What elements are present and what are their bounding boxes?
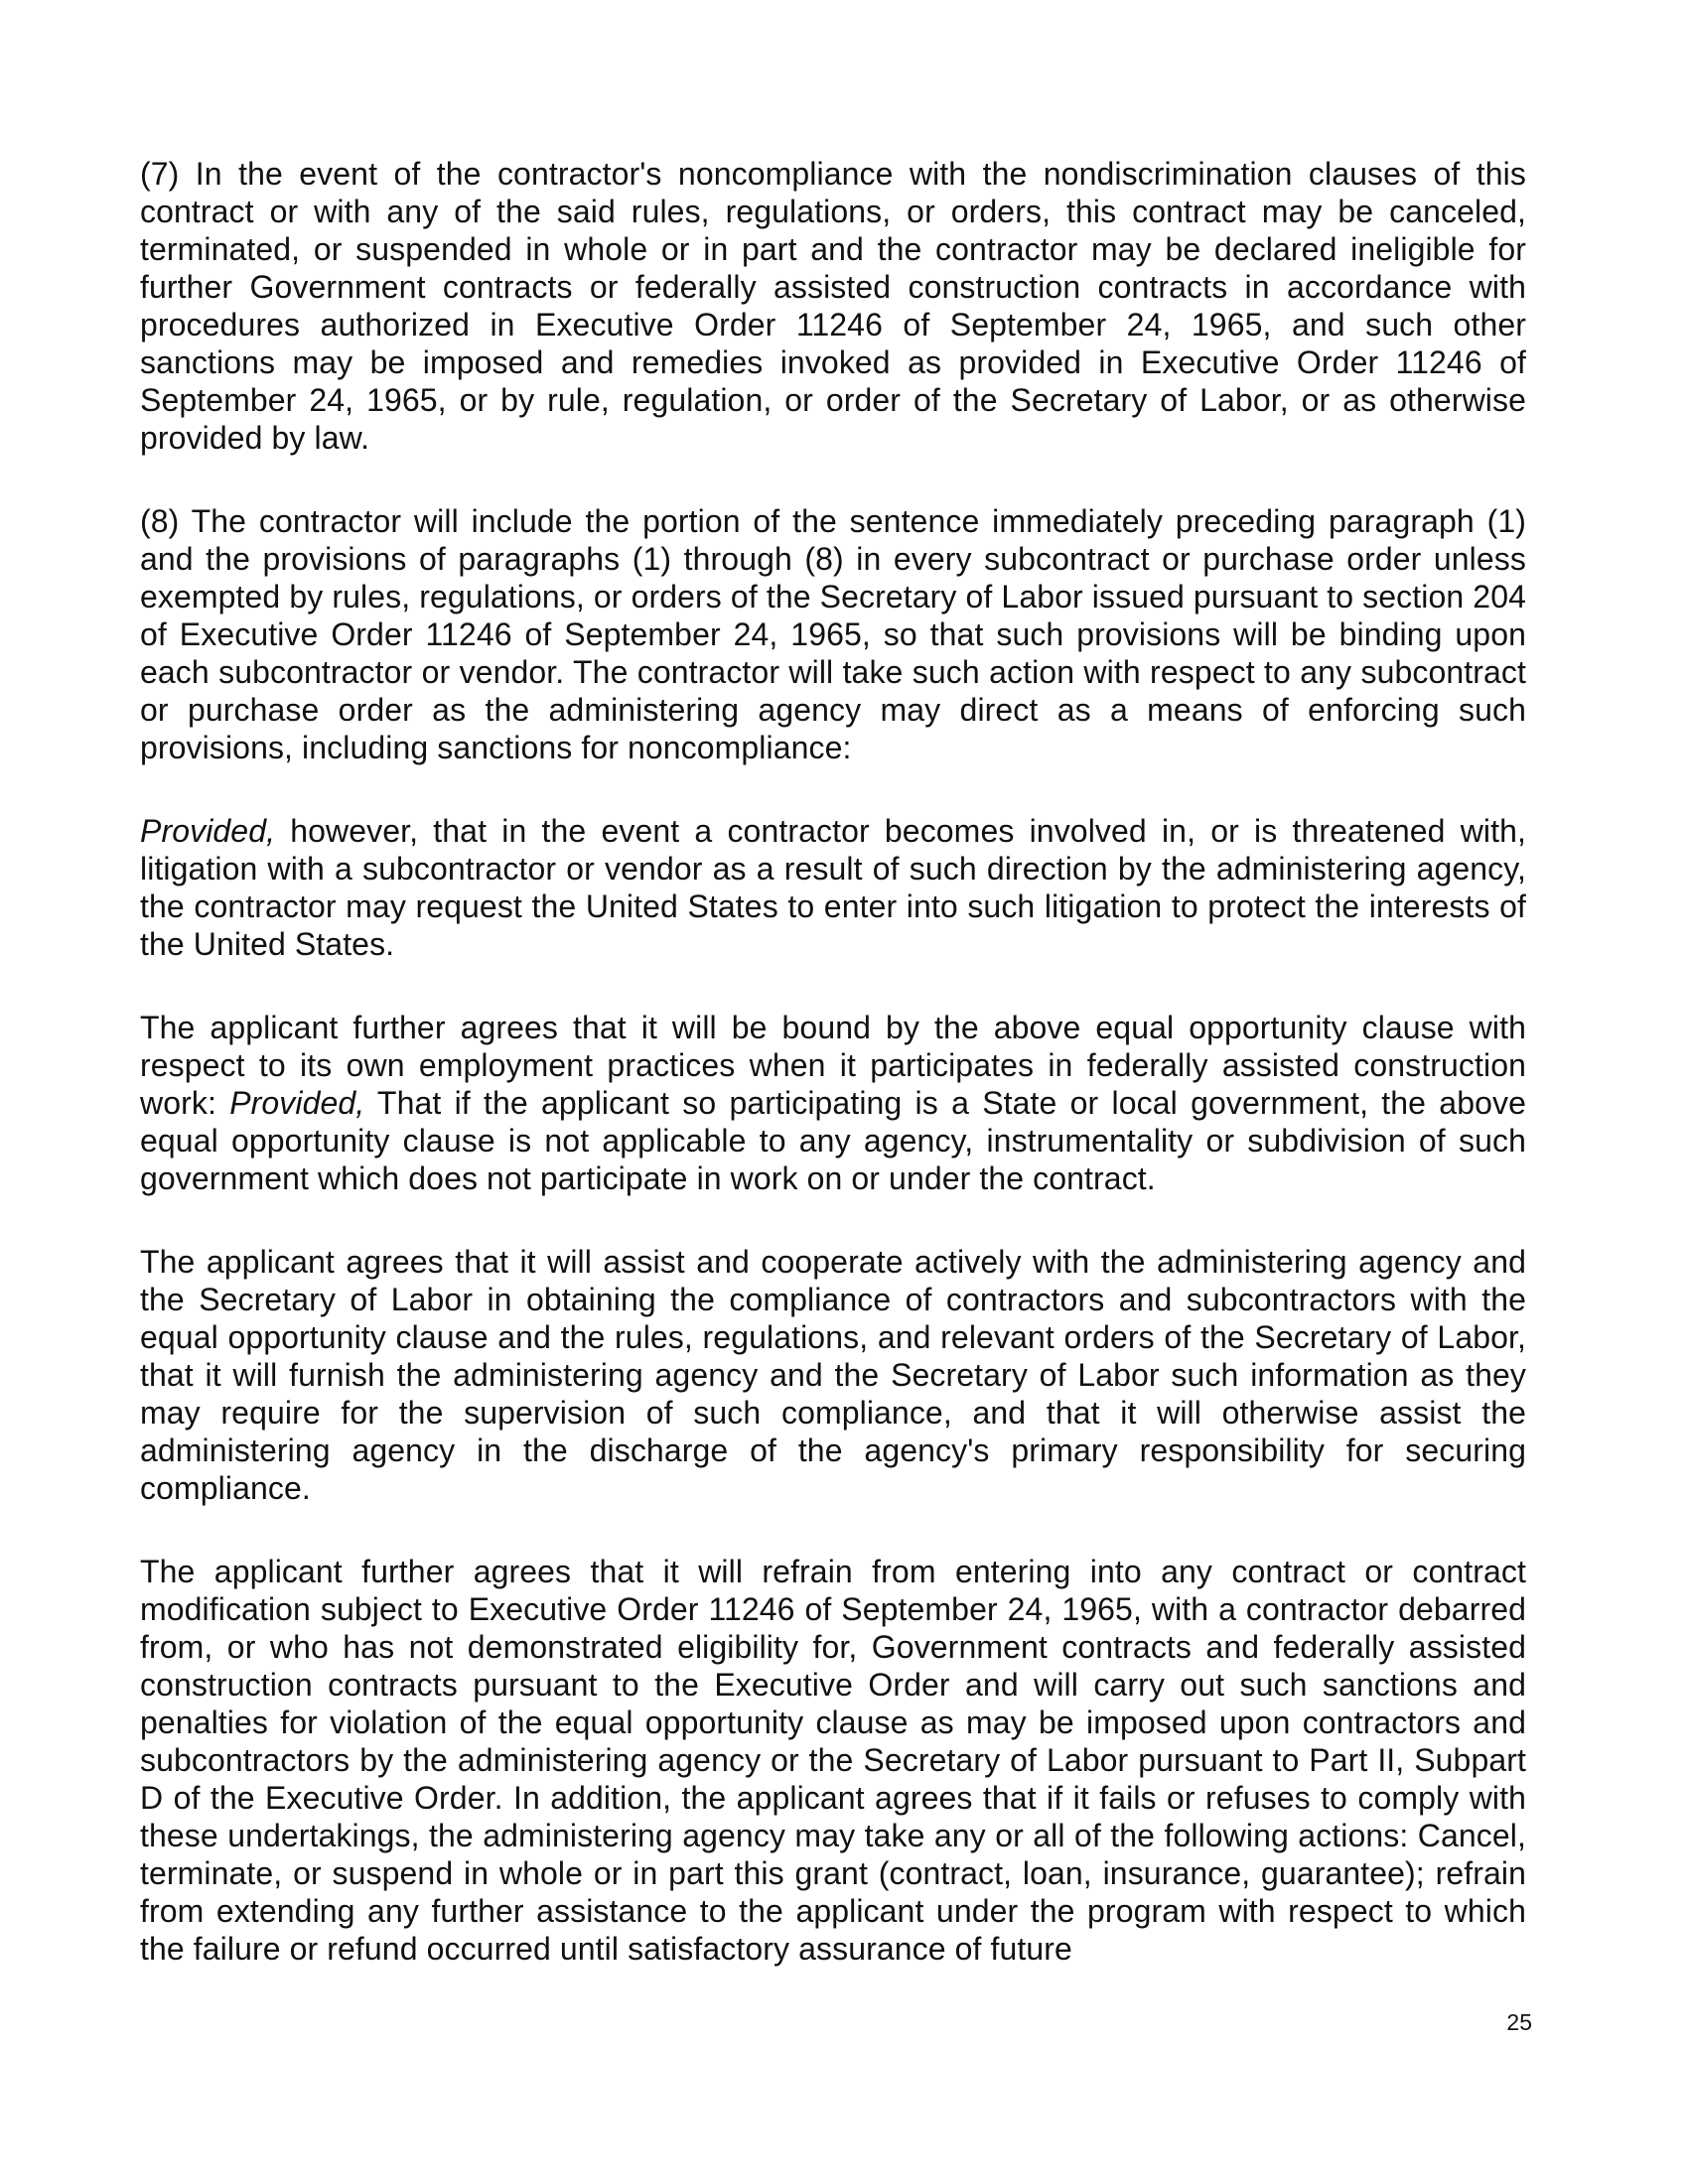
assist-text: The applicant agrees that it will assist and cooperate actively with the administering agency and the Secretary of Labor in obtaining the compliance of contractors and subcontractors with the equal opportunity clause and the rules, regulations, and relevant orders of the Secretary of Labor, that it will furnish the administering agency and the Secretary of Labor such information as they may require for the supervision of such compliance, and that it will otherwise assist the administering agency in the discharge of the agency's primary responsibility for securing compliance. [140, 1244, 1526, 1506]
assist-cooperate-paragraph [140, 1243, 1526, 1507]
refrain-text: The applicant further agrees that it will refrain from entering into any contract or contract modification subject to Executive Order 11246 of September 24, 1965, with a contractor debarred from, or who has not demonstrated eligibility for, Government contracts and federally assisted construction contracts pursuant to the Executive Order and will carry out such sanctions and penalties for violation of the equal opportunity clause as may be imposed upon contractors and subcontractors by the administering agency or the Secretary of Labor pursuant to Part II, Subpart D of the Executive Order. In addition, the applicant agrees that if it fails or refuses to comply with these undertakings, the administering agency may take any or all of the following actions: Cancel, terminate, or suspend in whole or in part this grant (contract, loan, insurance, guarantee); refrain from extending any further assistance to the applicant under the program with respect to which the failure or refund occurred until satisfactory assurance of future [140, 1554, 1526, 1967]
bound-text-before: The applicant further agrees that it will be bound by the above equal opportunity clause with respect to its own employment practices when it participates in federally assisted construction work: [140, 1010, 1526, 1121]
bound-by-clause-paragraph [140, 1009, 1526, 1197]
bound-text-after: That if the applicant so participating is a State or local government, the above equal opportunity clause is not applicable to any agency, instrumentality or subdivision of such government which does not participate in work on or under the contract. [140, 1085, 1526, 1196]
paragraph-8-text: (8) The contractor will include the portion of the sentence immediately preceding paragraph (1) and the provisions of paragraphs (1) through (8) in every subcontract or purchase order unless exempted by rules, regulations, or orders of the Secretary of Labor issued pursuant to section 204 of Executive Order 11246 of September 24, 1965, so that such provisions will be binding upon each subcontractor or vendor. The contractor will take such action with respect to any subcontract or purchase order as the administering agency may direct as a means of enforcing such provisions, including sanctions for noncompliance: [140, 503, 1526, 765]
provided-italic-lead: Provided, [140, 813, 276, 849]
proviso-paragraph [140, 812, 1526, 963]
proviso-text: however, that in the event a contractor becomes involved in, or is threatened with, litigation with a subcontractor or vendor as a result of such direction by the administering agency, the contractor may request the United States to enter into such litigation to protect the interests of the United States. [140, 813, 1526, 962]
page-number: 25 [1506, 2009, 1532, 2035]
document-body [140, 155, 1526, 1968]
provided-italic-inline: Provided, [229, 1085, 365, 1121]
paragraph-8 [140, 502, 1526, 766]
paragraph-7-text: (7) In the event of the contractor's noncompliance with the nondiscrimination clauses of this contract or with any of the said rules, regulations, or orders, this contract may be canceled, terminated, or suspended in whole or in part and the contractor may be declared ineligible for further Government contracts or federally assisted construction contracts in accordance with procedures authorized in Executive Order 11246 of September 24, 1965, and such other sanctions may be imposed and remedies invoked as provided in Executive Order 11246 of September 24, 1965, or by rule, regulation, or order of the Secretary of Labor, or as otherwise provided by law. [140, 156, 1526, 456]
refrain-paragraph [140, 1553, 1526, 1968]
paragraph-7 [140, 155, 1526, 457]
